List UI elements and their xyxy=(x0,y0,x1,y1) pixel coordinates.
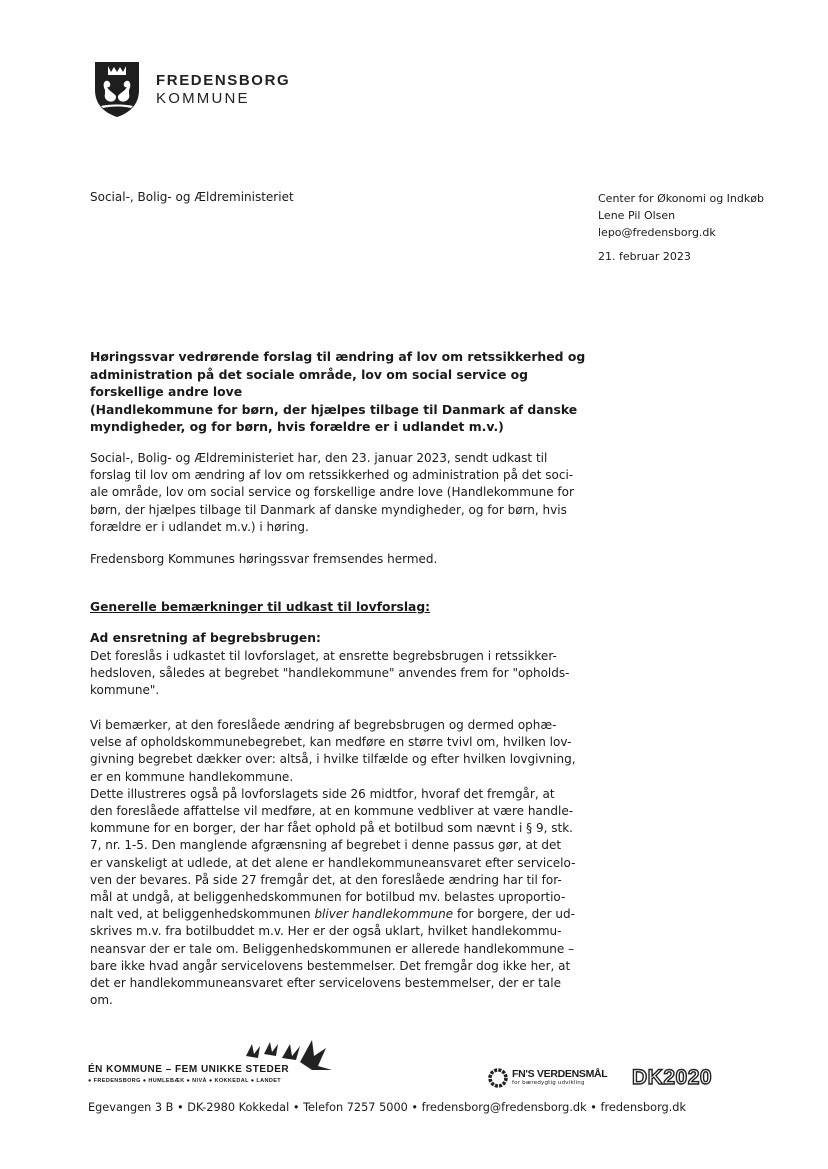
text-line: 7, nr. 1-5. Den manglende afgrænsning af begrebet i denne passus gør, at det xyxy=(90,838,562,853)
text-line: bare ikke hvad angår servicelovens bestemmelser. Det fremgår dog ikke her, at xyxy=(90,958,571,973)
text-line: mål at undgå, at beliggenhedskommunen for botilbud mv. belastes uproportio- xyxy=(90,890,566,905)
municipality-crest-logo xyxy=(93,60,141,118)
footer-towns: ● FREDENSBORG ● HUMLEBÆK ● NIVÅ ● KOKKEDAL ● LANDET xyxy=(88,1078,282,1084)
sdg-logo-subtext: for bæredygtig udvikling xyxy=(512,1080,585,1086)
title-line: (Handlekommune for børn, der hjælpes tilbage til Danmark af danske xyxy=(90,401,578,417)
text-line: velse af opholdskommunebegrebet, kan medføre en større tvivl om, hvilken lov- xyxy=(90,735,572,750)
document-title xyxy=(90,348,620,436)
org-name-line2: KOMMUNE xyxy=(156,90,250,107)
section-heading-general: Generelle bemærkninger til udkast til lovforslag: xyxy=(90,600,431,614)
text-line xyxy=(90,906,576,923)
sdg-wheel-icon xyxy=(488,1068,508,1088)
text-line: det er handlekommuneansvaret efter servicelovens bestemmelser, der er tale xyxy=(90,976,561,991)
sender-department: Center for Økonomi og Indkøb xyxy=(598,192,764,205)
org-name-line1: FREDENSBORG xyxy=(156,72,291,89)
text-line: Det foreslås i udkastet til lovforslaget, at ensrette begrebsbrugen i retssikker- xyxy=(90,649,557,663)
text-line: neansvar der er tale om. Beliggenhedskommunen er allerede handlekommune – xyxy=(90,941,575,956)
intro-paragraph xyxy=(90,450,574,536)
proposal-paragraph xyxy=(90,648,569,700)
recipient: Social-, Bolig- og Ældreministeriet xyxy=(90,190,294,204)
organization-name xyxy=(156,72,290,108)
sdg-logo xyxy=(512,1069,607,1086)
text-line: den foreslåede affattelse vil medføre, at en kommune vedbliver at være handle- xyxy=(90,804,574,819)
text-line: er en kommune handlekommune. xyxy=(90,769,294,784)
text-line: forslag til lov om ændring af lov om retssikkerhed og administration på det soci- xyxy=(90,468,574,483)
text-line: Social-, Bolig- og Ældreministeriet har, den 23. januar 2023, sendt udkast til xyxy=(90,451,548,465)
text-line: børn, der hjælpes tilbage til Danmark af danske myndigheder, og for børn, hvis xyxy=(90,502,567,517)
sdg-logo-text: FN'S VERDENSMÅL xyxy=(512,1068,608,1080)
title-line: Høringssvar vedrørende forslag til ændring af lov om retssikkerhed og xyxy=(90,349,586,364)
submission-paragraph: Fredensborg Kommunes høringssvar fremsendes hermed. xyxy=(90,552,438,566)
title-line: administration på det sociale område, lov om social service og xyxy=(90,366,529,382)
text-line: kommune". xyxy=(90,683,160,698)
sender-name: Lene Pil Olsen xyxy=(598,209,676,222)
text-line: skrives m.v. fra botilbuddet m.v. Her er der også uklart, hvilket handlekommu- xyxy=(90,924,562,939)
italic-phrase: bliver handlekommune xyxy=(314,907,454,922)
sender-block xyxy=(598,190,764,241)
text-segment: nalt ved, at beliggenhedskommunen xyxy=(90,907,311,922)
footer-address: Egevangen 3 B • DK-2980 Kokkedal • Telefon 7257 5000 • fredensborg@fredensborg.dk • fredensborg.dk xyxy=(88,1101,686,1114)
text-line: forældre er i udlandet m.v.) i høring. xyxy=(90,519,309,534)
text-segment: for borgere, der ud- xyxy=(453,907,575,922)
text-line: ale område, lov om social service og forskellige andre love (Handlekommune for xyxy=(90,485,574,500)
dk2020-logo: DK2020 xyxy=(632,1066,713,1089)
sender-email: lepo@fredensborg.dk xyxy=(598,226,716,239)
text-line: kommune for en borger, der har fået ophold på et botilbud som nævnt i § 9, stk. xyxy=(90,821,573,836)
remarks-paragraph xyxy=(90,717,576,1009)
text-line: hedsloven, således at begrebet "handlekommune" anvendes frem for "opholds- xyxy=(90,666,570,681)
letter-date: 21. februar 2023 xyxy=(598,250,691,263)
title-line: myndigheder, og for børn, hvis forældre er i udlandet m.v.) xyxy=(90,419,504,434)
text-line: om. xyxy=(90,993,113,1008)
footer-slogan-block xyxy=(88,1064,289,1084)
text-line: givning begrebet dækker over: altså, i hvilke tilfælde og efter hvilken lovgivning, xyxy=(90,752,576,767)
title-line: forskellige andre love xyxy=(90,384,243,399)
footer-slogan: ÉN KOMMUNE – FEM UNIKKE STEDER xyxy=(88,1064,290,1075)
text-line: Vi bemærker, at den foreslåede ændring af begrebsbrugen og dermed ophæ- xyxy=(90,718,557,732)
text-line: er vanskeligt at udlede, at det alene er handlekommuneansvaret efter servicelo- xyxy=(90,855,576,870)
text-line: ven der bevares. På side 27 fremgår det, at den foreslåede ændring har til for- xyxy=(90,872,562,887)
subsection-heading: Ad ensretning af begrebsbrugen: xyxy=(90,631,321,645)
text-line: Dette illustreres også på lovforslagets side 26 midtfor, hvoraf det fremgår, at xyxy=(90,786,555,801)
